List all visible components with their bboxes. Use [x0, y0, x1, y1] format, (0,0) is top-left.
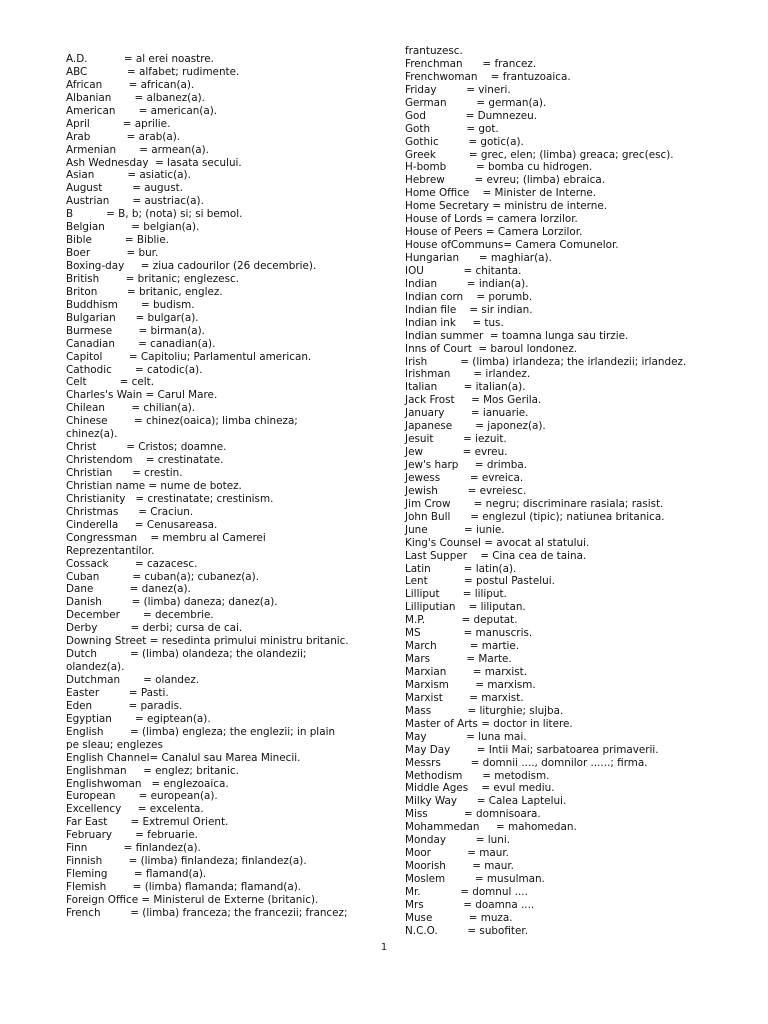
dictionary-entry: Greek = grec, elen; (limba) greaca; grec(esc).	[405, 148, 674, 161]
dictionary-entry: Hungarian = maghiar(a).	[405, 252, 552, 264]
dictionary-entry: Friday = vineri.	[405, 83, 511, 96]
dictionary-entry: Inns of Court = baroul londonez.	[405, 342, 578, 355]
dictionary-entry: Far East = Extremul Orient.	[66, 816, 229, 829]
dictionary-entry: Christ = Cristos; doamne.	[66, 441, 227, 454]
dictionary-entry: Excellency = excelenta.	[66, 803, 204, 816]
dictionary-entry: H-bomb = bomba cu hidrogen.	[405, 161, 593, 174]
dictionary-entry: Egyptian = egiptean(a).	[66, 712, 211, 725]
dictionary-entry: Milky Way = Calea Laptelui.	[405, 795, 567, 808]
dictionary-entry: Celt = celt.	[66, 376, 155, 389]
dictionary-entry: Chilean = chilian(a).	[66, 402, 196, 415]
dictionary-entry: olandez(a).	[66, 661, 125, 674]
dictionary-entry: French = (limba) franceza; the francezii; francez;	[66, 906, 348, 919]
dictionary-entry: Marxist = marxist.	[405, 691, 524, 704]
dictionary-entry: Jewess = evreica.	[405, 471, 524, 484]
dictionary-entry: Foreign Office = Ministerul de Externe (britanic).	[66, 893, 319, 906]
dictionary-entry: Irishman = irlandez.	[405, 368, 531, 381]
dictionary-entry: Cathodic = catodic(a).	[66, 363, 203, 376]
dictionary-entry: Christmas = Craciun.	[66, 505, 194, 518]
dictionary-entry: Dutchman = olandez.	[66, 674, 200, 686]
dictionary-entry: chinez(a).	[66, 428, 118, 441]
dictionary-entry: Messrs = domnii ...., domnilor ......; firma.	[405, 756, 648, 769]
dictionary-entry: Indian = indian(a).	[405, 277, 529, 290]
dictionary-entry: Briton = britanic, englez.	[66, 285, 223, 298]
dictionary-entry: John Bull = englezul (tipic); natiunea britanica.	[405, 510, 665, 523]
dictionary-entry: English = (limba) engleza; the englezii; in plain	[66, 725, 336, 738]
dictionary-entry: Asian = asiatic(a).	[66, 169, 191, 182]
dictionary-entry: March = martie.	[405, 640, 520, 653]
dictionary-entry: Latin = latin(a).	[405, 562, 517, 575]
dictionary-entry: Jack Frost = Mos Gerila.	[405, 394, 542, 407]
dictionary-entry: Home Secretary = ministru de interne.	[405, 200, 608, 213]
dictionary-entry: Moslem = musulman.	[405, 873, 545, 885]
dictionary-entry: Arab = arab(a).	[66, 130, 181, 143]
dictionary-entry: B = B, b; (nota) si; si bemol.	[66, 208, 243, 221]
dictionary-entry: Home Office = Minister de Interne.	[405, 187, 597, 200]
dictionary-entry: Cuban = cuban(a); cubanez(a).	[66, 570, 260, 583]
dictionary-entry: Muse = muza.	[405, 911, 513, 924]
dictionary-entry: Indian summer = toamna lunga sau tirzie.	[405, 329, 629, 342]
dictionary-entry: ABC = alfabet; rudimente.	[66, 65, 240, 78]
dictionary-entry: English Channel= Canalul sau Marea Minecii.	[66, 751, 301, 764]
dictionary-entry: Indian corn = porumb.	[405, 290, 533, 303]
dictionary-entry: Marxian = marxist.	[405, 666, 528, 678]
dictionary-entry: Christian = crestin.	[66, 467, 183, 479]
dictionary-entry: Danish = (limba) daneza; danez(a).	[66, 596, 278, 609]
dictionary-entry: Armenian = armean(a).	[66, 143, 209, 156]
dictionary-entry: Lilliputian = liliputan.	[405, 601, 526, 614]
dictionary-entry: Christendom = crestinatate.	[66, 454, 224, 467]
dictionary-entry: Jew's harp = drimba.	[405, 459, 528, 471]
dictionary-entry: A.D. = al erei noastre.	[66, 53, 214, 65]
dictionary-entry: Jewish = evreiesc.	[405, 484, 527, 497]
dictionary-entry: Dane = danez(a).	[66, 583, 191, 596]
dictionary-entry: African = african(a).	[66, 78, 195, 91]
dictionary-entry: June = iunie.	[405, 523, 505, 536]
dictionary-entry: Irish = (limba) irlandeza; the irlandezii; irlandez.	[405, 355, 687, 368]
dictionary-entry: Jesuit = iezuit.	[405, 433, 507, 446]
dictionary-entry: American = american(a).	[66, 104, 218, 117]
dictionary-entry: Canadian = canadian(a).	[66, 337, 216, 350]
dictionary-entry: Charles's Wain = Carul Mare.	[66, 389, 218, 402]
dictionary-entry: Englishman = englez; britanic.	[66, 764, 239, 777]
dictionary-entry: MS = manuscris.	[405, 627, 533, 640]
dictionary-entry: Indian ink = tus.	[405, 316, 504, 329]
dictionary-entry: Burmese = birman(a).	[66, 324, 205, 337]
dictionary-entry: Capitol = Capitoliu; Parlamentul american.	[66, 350, 312, 363]
dictionary-entry: Jew = evreu.	[405, 446, 508, 459]
dictionary-entry: Lent = postul Pastelui.	[405, 575, 555, 588]
dictionary-entry: King's Counsel = avocat al statului.	[405, 536, 590, 549]
right-column	[405, 45, 735, 938]
dictionary-entry: Boxing-day = ziua cadourilor (26 decembrie).	[66, 260, 317, 272]
dictionary-entry: Mohammedan = mahomedan.	[405, 821, 577, 834]
dictionary-entry: August = august.	[66, 182, 184, 195]
dictionary-entry: Mars = Marte.	[405, 653, 512, 666]
dictionary-entry: House ofCommuns= Camera Comunelor.	[405, 239, 619, 252]
dictionary-entry: Lilliput = liliput.	[405, 588, 507, 601]
left-column	[66, 53, 366, 920]
dictionary-entry: Finn = finlandez(a).	[66, 842, 201, 855]
dictionary-entry: Marxism = marxism.	[405, 678, 536, 691]
dictionary-entry: Hebrew = evreu; (limba) ebraica.	[405, 174, 606, 187]
dictionary-entry: Moor = maur.	[405, 847, 509, 860]
dictionary-entry: Bible = Biblie.	[66, 234, 170, 247]
dictionary-entry: Frenchwoman = frantuzoaica.	[405, 70, 571, 83]
dictionary-entry: N.C.O. = subofiter.	[405, 924, 529, 937]
dictionary-entry: May Day = Intii Mai; sarbatoarea primaverii.	[405, 743, 659, 756]
dictionary-entry: Italian = italian(a).	[405, 381, 526, 394]
dictionary-entry: Albanian = albanez(a).	[66, 91, 205, 104]
dictionary-entry: Reprezentantilor.	[66, 544, 155, 557]
dictionary-entry: God = Dumnezeu.	[405, 109, 538, 122]
dictionary-entry: Flemish = (limba) flamanda; flamand(a).	[66, 881, 302, 893]
dictionary-entry: M.P. = deputat.	[405, 614, 518, 627]
dictionary-entry: Indian file = sir indian.	[405, 303, 533, 316]
dictionary-entry: Bulgarian = bulgar(a).	[66, 311, 199, 324]
dictionary-entry: Easter = Pasti.	[66, 686, 169, 699]
dictionary-entry: Miss = domnisoara.	[405, 808, 541, 821]
dictionary-entry: December = decembrie.	[66, 609, 214, 622]
dictionary-entry: Jim Crow = negru; discriminare rasiala; rasist.	[405, 497, 664, 510]
dictionary-entry: May = luna mai.	[405, 730, 527, 743]
dictionary-entry: frantuzesc.	[405, 45, 463, 57]
dictionary-entry: European = european(a).	[66, 790, 218, 803]
dictionary-entry: Christianity = crestinatate; crestinism.	[66, 492, 274, 505]
dictionary-entry: Last Supper = Cina cea de taina.	[405, 549, 587, 562]
dictionary-entry: Dutch = (limba) olandeza; the olandezii;	[66, 648, 307, 661]
dictionary-entry: German = german(a).	[405, 96, 547, 109]
dictionary-entry: Master of Arts = doctor in litere.	[405, 717, 573, 730]
dictionary-entry: Boer = bur.	[66, 247, 159, 260]
dictionary-entry: February = februarie.	[66, 829, 198, 842]
dictionary-entry: Finnish = (limba) finlandeza; finlandez(a).	[66, 855, 307, 868]
dictionary-entry: Eden = paradis.	[66, 699, 183, 712]
dictionary-entry: Middle Ages = evul mediu.	[405, 782, 555, 795]
dictionary-entry: April = aprilie.	[66, 117, 171, 130]
dictionary-entry: Downing Street = resedinta primului ministru britanic.	[66, 635, 349, 648]
page-number: 1	[380, 942, 388, 953]
dictionary-entry: Belgian = belgian(a).	[66, 221, 200, 234]
dictionary-entry: Mrs = doamna ....	[405, 898, 535, 911]
dictionary-entry: Monday = luni.	[405, 834, 511, 847]
dictionary-entry: Englishwoman = englezoaica.	[66, 777, 229, 790]
dictionary-entry: Congressman = membru al Camerei	[66, 531, 266, 544]
dictionary-entry: British = britanic; englezesc.	[66, 272, 239, 285]
dictionary-entry: pe sleau; englezes	[66, 738, 163, 751]
dictionary-entry: Goth = got.	[405, 122, 499, 135]
dictionary-entry: Chinese = chinez(oaica); limba chineza;	[66, 415, 298, 428]
dictionary-entry: Moorish = maur.	[405, 860, 514, 873]
dictionary-entry: Methodism = metodism.	[405, 769, 550, 782]
dictionary-entry: Gothic = gotic(a).	[405, 135, 524, 148]
dictionary-entry: Christian name = nume de botez.	[66, 479, 242, 492]
dictionary-entry: Ash Wednesday = lasata secului.	[66, 156, 242, 169]
dictionary-entry: Mr. = domnul ....	[405, 885, 528, 898]
dictionary-entry: Cossack = cazacesc.	[66, 557, 198, 570]
dictionary-entry: Austrian = austriac(a).	[66, 195, 204, 208]
dictionary-entry: Frenchman = francez.	[405, 57, 537, 70]
dictionary-entry: Cinderella = Cenusareasa.	[66, 518, 218, 531]
dictionary-entry: Buddhism = budism.	[66, 298, 195, 311]
dictionary-entry: Derby = derbi; cursa de cai.	[66, 622, 243, 635]
dictionary-entry: IOU = chitanta.	[405, 264, 522, 277]
dictionary-entry: Fleming = flamand(a).	[66, 868, 207, 881]
dictionary-entry: House of Peers = Camera Lorzilor.	[405, 226, 583, 239]
dictionary-entry: Mass = liturghie; slujba.	[405, 704, 564, 717]
dictionary-entry: Japanese = japonez(a).	[405, 420, 546, 433]
dictionary-entry: House of Lords = camera lorzilor.	[405, 213, 578, 226]
dictionary-entry: January = ianuarie.	[405, 407, 529, 420]
